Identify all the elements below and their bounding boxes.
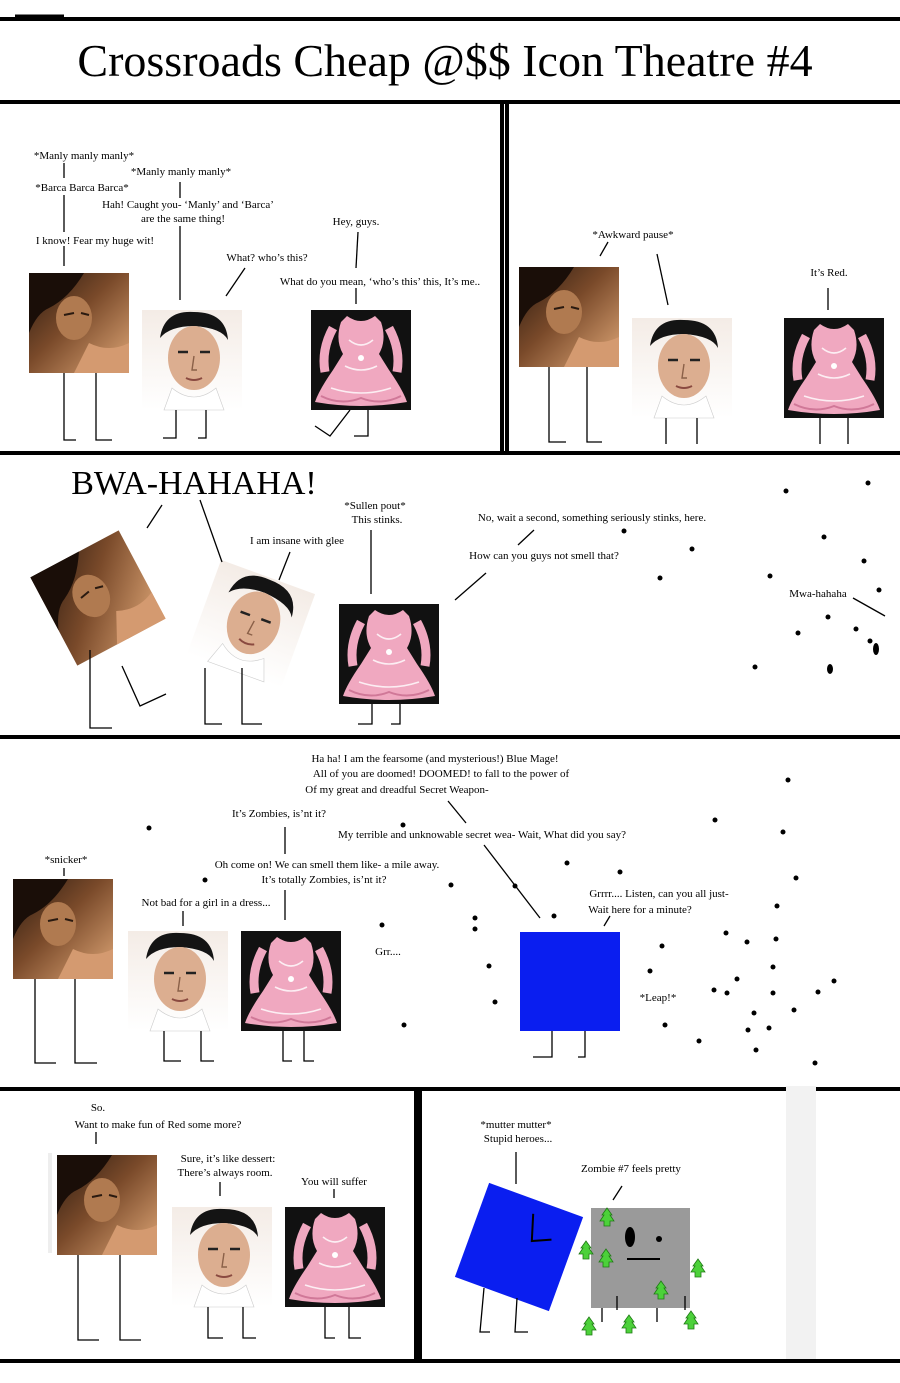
blue-mage-character bbox=[520, 932, 620, 1031]
speech-manly-2: *Manly manly manly* bbox=[130, 166, 232, 178]
barca-character-portrait bbox=[128, 931, 228, 1031]
panel-6 bbox=[455, 1086, 816, 1359]
barca-character-portrait-tilted bbox=[187, 560, 315, 688]
speech-hey-guys: Hey, guys. bbox=[332, 216, 380, 228]
red-dress-character-portrait bbox=[784, 318, 884, 418]
zombie-dots bbox=[622, 481, 882, 675]
speech-grr: Grr.... bbox=[375, 946, 401, 958]
speech-listen: Grrrr.... Listen, can you all just- bbox=[589, 888, 729, 900]
panel-4 bbox=[13, 753, 837, 1066]
speech-its-me: What do you mean, ‘who’s this’ this, It’s me.. bbox=[279, 276, 481, 288]
panel-5 bbox=[48, 1102, 385, 1340]
panel-2 bbox=[519, 229, 884, 444]
speech-mutter-mutter: *mutter mutter* bbox=[480, 1119, 552, 1131]
manly-character-portrait bbox=[57, 1155, 157, 1255]
manly-character-portrait bbox=[519, 267, 619, 367]
manly-character-portrait bbox=[29, 273, 129, 373]
speech-what-did-you-say: My terrible and unknowable secret wea- Wait, What did you say? bbox=[338, 829, 626, 841]
speech-stupid-heroes: Stupid heroes... bbox=[483, 1133, 553, 1145]
manly-character-portrait-tilted bbox=[30, 530, 165, 665]
speech-caught-you: Hah! Caught you- ‘Manly’ and ‘Barca’ bbox=[102, 199, 274, 211]
speech-whos-this: What? who’s this? bbox=[226, 252, 308, 264]
speech-this-stinks: This stinks. bbox=[351, 514, 403, 526]
speech-fear-my-wit: I know! Fear my huge wit! bbox=[35, 235, 155, 247]
speech-smell-that: How can you guys not smell that? bbox=[469, 550, 619, 562]
speech-leap: *Leap!* bbox=[639, 992, 677, 1004]
speech-not-bad: Not bad for a girl in a dress... bbox=[141, 897, 271, 909]
speech-like-dessert: Sure, it’s like dessert: bbox=[180, 1153, 276, 1165]
red-dress-character-portrait bbox=[339, 604, 439, 704]
red-dress-character-portrait bbox=[285, 1207, 385, 1307]
speech-wait-here: Wait here for a minute? bbox=[588, 904, 692, 916]
barca-character-portrait bbox=[172, 1207, 272, 1307]
speech-awkward-pause: *Awkward pause* bbox=[592, 229, 674, 241]
speech-so: So. bbox=[90, 1102, 106, 1114]
speech-you-will-suffer: You will suffer bbox=[301, 1176, 367, 1188]
barca-character-portrait bbox=[142, 310, 242, 410]
speech-barca: *Barca Barca Barca* bbox=[35, 182, 129, 194]
speech-insane-with-glee: I am insane with glee bbox=[249, 535, 345, 547]
speech-totally-zombies: It’s totally Zombies, is’nt it? bbox=[261, 874, 387, 886]
speech-zombie-feels-pretty: Zombie #7 feels pretty bbox=[581, 1163, 681, 1175]
manly-character-portrait bbox=[13, 879, 113, 979]
speech-its-zombies: It’s Zombies, is’nt it? bbox=[231, 808, 327, 820]
speech-mwa-hahaha: Mwa-hahaha bbox=[789, 588, 847, 600]
red-dress-character-portrait bbox=[311, 310, 411, 410]
blue-mage-character bbox=[455, 1183, 583, 1311]
speech-something-stinks: No, wait a second, something seriously stinks, here. bbox=[477, 512, 707, 524]
speech-sullen-pout: *Sullen pout* bbox=[344, 500, 406, 512]
speech-always-room: There’s always room. bbox=[177, 1167, 273, 1179]
speech-smell-them: Oh come on! We can smell them like- a mile away. bbox=[214, 859, 440, 871]
speech-manly-1: *Manly manly manly* bbox=[33, 150, 135, 162]
speech-secret-weapon: Of my great and dreadful Secret Weapon- bbox=[305, 784, 489, 796]
speech-its-red: It’s Red. bbox=[810, 267, 848, 279]
panel-3 bbox=[30, 465, 885, 728]
speech-blue-mage-intro: Ha ha! I am the fearsome (and mysterious!) Blue Mage! bbox=[311, 753, 559, 765]
barca-character-portrait bbox=[632, 318, 732, 418]
speech-make-fun-of-red: Want to make fun of Red some more? bbox=[74, 1119, 242, 1131]
speech-snicker: *snicker* bbox=[44, 854, 88, 866]
speech-bwa-hahaha: BWA-HAHAHA! bbox=[71, 465, 317, 502]
speech-doomed: All of you are doomed! DOOMED! to fall to the power of bbox=[312, 768, 570, 780]
red-dress-character-portrait bbox=[241, 931, 341, 1031]
page-title: Crossroads Cheap @$$ Icon Theatre #4 bbox=[77, 35, 813, 86]
panel-1 bbox=[29, 150, 480, 440]
speech-same-thing: are the same thing! bbox=[141, 213, 225, 225]
